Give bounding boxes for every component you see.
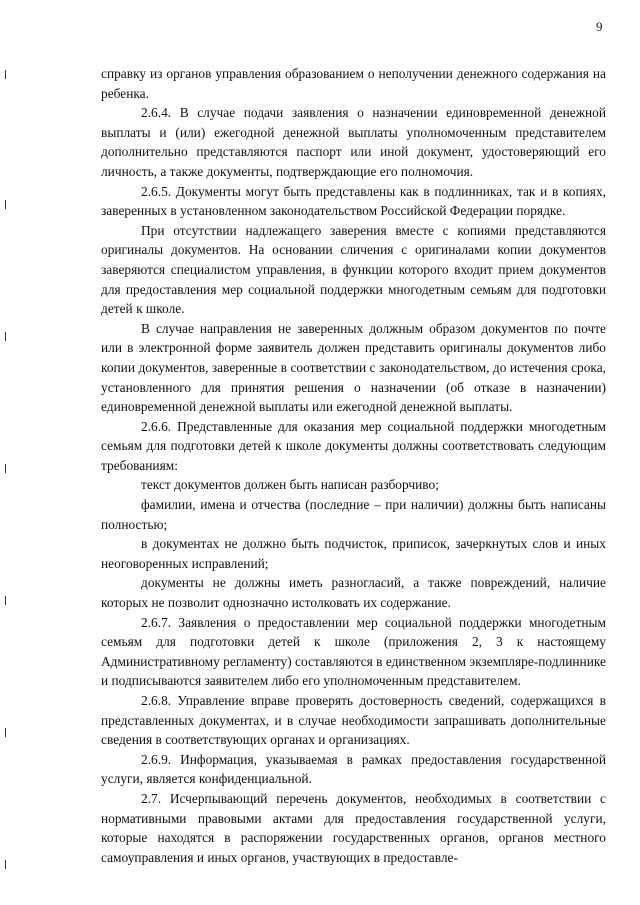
paragraph: 2.6.4. В случае подачи заявления о назначении единовременной денежной выплаты и (или) ежегодной денежной выплаты уполномоченным представителем дополнительно представляются паспорт или иной документ, удостоверяющий его личность, а также документы, подтверждающие его полномочия. <box>101 105 606 179</box>
paragraph: 2.6.7. Заявления о предоставлении мер социальной поддержки многодетным семьям для подготовки детей к школе (приложения 2, 3 к настоящему Административному регламенту) составляются в единственном экземпляре-подлиннике и подписываются заявителем либо его уполномоченным представителем. <box>101 614 606 689</box>
page-number: 9 <box>596 19 603 34</box>
paragraph: При отсутствии надлежащего заверения вместе с копиями представляются оригиналы документов. На основании сличения с оригиналами копии документов заверяются специалистом управления, в функции которого входит прием документов для предоставления мер социальной поддержки многодетным семьям для подготовки детей к школе. <box>101 222 606 317</box>
paragraph: 2.6.5. Документы могут быть представлены как в подлинниках, так и в копиях, заверенных в установленном законодательством Российской Федерации порядке. <box>101 183 606 219</box>
paragraph: текст документов должен быть написан разборчиво; <box>141 477 439 493</box>
paragraph: в документах не должно быть подчисток, приписок, зачеркнутых слов и иных неоговоренных исправлений; <box>101 536 606 571</box>
paragraph: справку из органов управления образованием о неполучении денежного содержания на ребенка. <box>101 66 606 101</box>
paragraph: 2.6.9. Информация, указываемая в рамках предоставления государственной услуги, является конфиденциальной. <box>101 751 606 787</box>
margin-mark <box>5 596 6 605</box>
paragraph: В случае направления не заверенных должным образом документов по почте или в электронной форме заявитель должен представить оригиналы документов либо копии документов, заверенные в соответствии с законодательством, до истечения срока, установленного для принятия решения о назначении (об отказе в назначении) единовременной денежной выплаты или ежегодной денежной выплаты. <box>101 320 606 415</box>
paragraph: 2.7. Исчерпывающий перечень документов, необходимых в соответствии с нормативными правовыми актами для предоставления государственной услуги, которые находятся в распоряжении государственных органов, органов местного самоуправления и иных органов, участвующих в предоставле- <box>101 790 606 865</box>
margin-mark <box>5 332 6 341</box>
paragraph: фамилии, имена и отчества (последние – при наличии) должны быть написаны полностью; <box>101 497 606 532</box>
margin-mark <box>5 200 6 209</box>
paragraph: 2.6.8. Управление вправе проверять достоверность сведений, содержащихся в представленных документах, и в случае необходимости запрашивать дополнительные сведения в соответствующих органах и организациях. <box>101 693 606 748</box>
paragraph: 2.6.6. Представленные для оказания мер социальной поддержки многодетным семьям для подготовки детей к школе документы должны соответствовать следующим требованиям: <box>101 418 606 473</box>
margin-mark <box>5 860 6 869</box>
margin-mark <box>5 464 6 473</box>
document-body <box>101 64 606 867</box>
paragraph: документы не должны иметь разногласий, а также повреждений, наличие которых не позволит однозначно истолковать их содержание. <box>101 575 606 611</box>
margin-mark <box>5 70 6 79</box>
margin-mark <box>5 728 6 737</box>
